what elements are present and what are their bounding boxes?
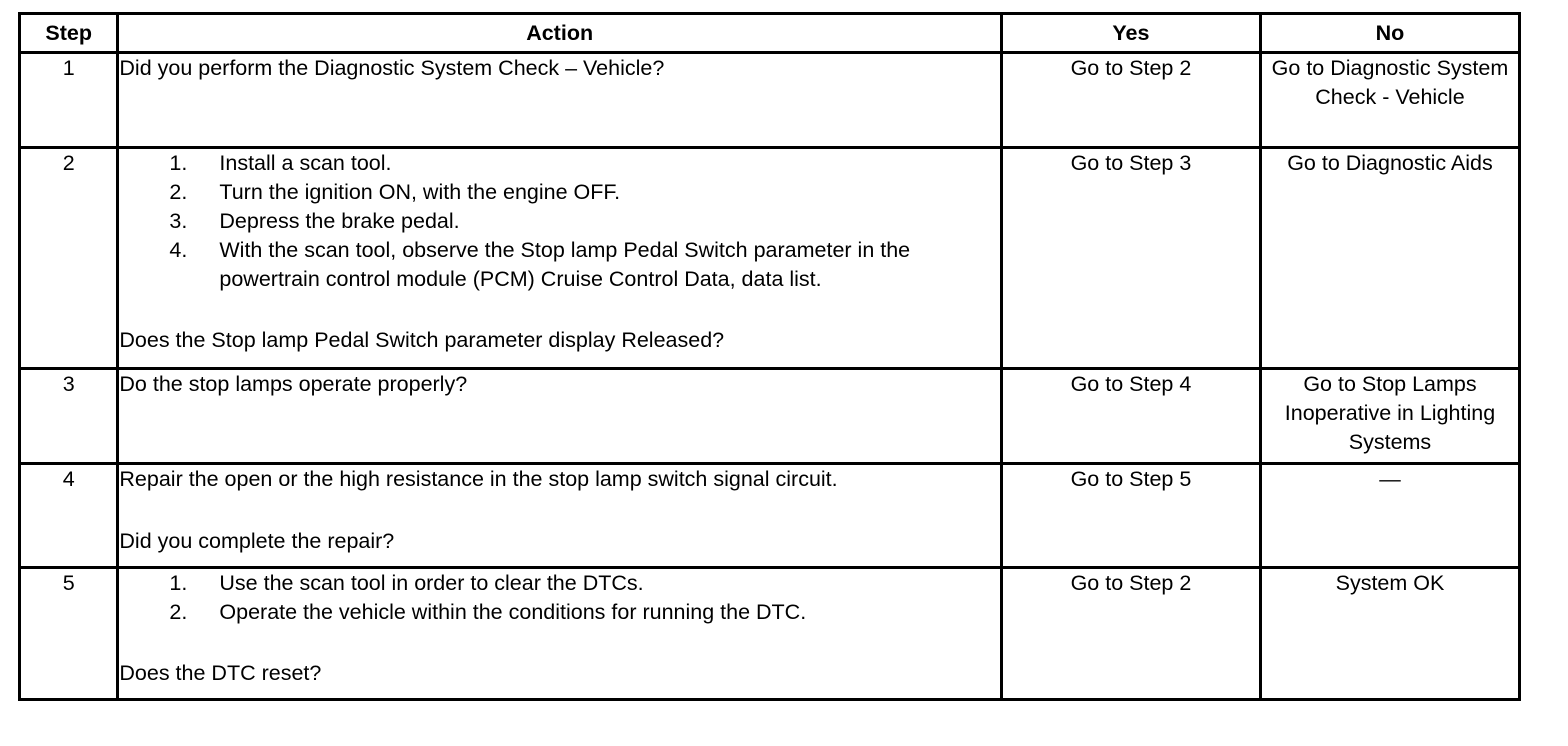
action-cell [118, 148, 1002, 369]
list-item: 2. Turn the ignition ON, with the engine OFF. [169, 180, 621, 204]
yes-result: Go to Step 2 [1001, 568, 1260, 700]
no-result: System OK [1260, 568, 1519, 700]
table-row [20, 464, 1520, 568]
no-result: Go to Stop Lamps Inoperative in Lighting Systems [1260, 369, 1519, 464]
header-step: Step [20, 14, 118, 53]
step-number: 1 [20, 53, 118, 148]
yes-result: Go to Step 3 [1001, 148, 1260, 369]
table-row [20, 148, 1520, 369]
action-text: Do the stop lamps operate properly? [119, 372, 468, 396]
table-row [20, 568, 1520, 700]
question-text: Does the Stop lamp Pedal Switch parameter display Released? [119, 328, 725, 352]
action-cell [118, 568, 1002, 700]
step-number: 5 [20, 568, 118, 700]
action-text: Repair the open or the high resistance in the stop lamp switch signal circuit. [119, 467, 838, 491]
step-number: 2 [20, 148, 118, 369]
action-cell [118, 53, 1002, 148]
table-row [20, 369, 1520, 464]
header-action: Action [118, 14, 1002, 53]
procedure-list [119, 569, 1000, 627]
no-result: Go to Diagnostic Aids [1260, 148, 1519, 369]
header-yes: Yes [1001, 14, 1260, 53]
no-result: Go to Diagnostic System Check - Vehicle [1260, 53, 1519, 148]
list-item: 1. Use the scan tool in order to clear the DTCs. [169, 571, 644, 595]
yes-result: Go to Step 2 [1001, 53, 1260, 148]
list-item: 1. Install a scan tool. [169, 151, 392, 175]
action-cell [118, 464, 1002, 568]
yes-result: Go to Step 5 [1001, 464, 1260, 568]
list-item: 4. With the scan tool, observe the Stop lamp Pedal Switch parameter in the powertrain control module (PCM) Cruise Control Data, data list. [169, 238, 911, 291]
no-result: — [1260, 464, 1519, 568]
header-no: No [1260, 14, 1519, 53]
diagnostic-table [18, 12, 1521, 701]
step-number: 4 [20, 464, 118, 568]
action-text: Did you perform the Diagnostic System Check – Vehicle? [119, 56, 665, 80]
step-number: 3 [20, 369, 118, 464]
question-text: Did you complete the repair? [119, 529, 395, 553]
table-row [20, 53, 1520, 148]
question-text: Does the DTC reset? [119, 661, 322, 685]
action-cell [118, 369, 1002, 464]
list-item: 3. Depress the brake pedal. [169, 209, 460, 233]
yes-result: Go to Step 4 [1001, 369, 1260, 464]
header-row [20, 14, 1520, 53]
procedure-list [119, 149, 1000, 294]
list-item: 2. Operate the vehicle within the conditions for running the DTC. [169, 600, 807, 624]
